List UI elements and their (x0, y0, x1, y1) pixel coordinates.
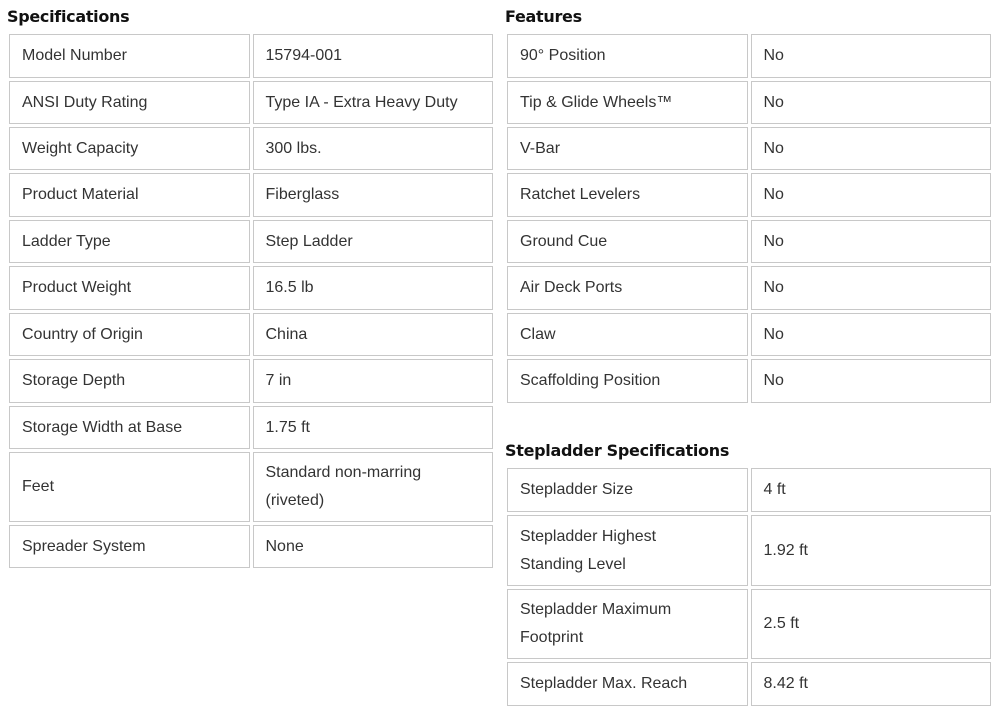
table-row (9, 173, 493, 217)
spec-label: Storage Depth (9, 359, 250, 403)
table-row (9, 34, 493, 78)
table-row (507, 127, 991, 170)
spec-label: Model Number (9, 34, 250, 78)
spec-value: 7 in (253, 359, 494, 403)
table-row (507, 220, 991, 263)
spec-label: Spreader System (9, 525, 250, 568)
spec-value: Standard non-marring (riveted) (253, 452, 494, 522)
stepladder-label: Stepladder Max. Reach (507, 662, 748, 706)
specifications-heading: Specifications (7, 7, 130, 26)
table-row (9, 313, 493, 356)
feature-label: Tip & Glide Wheels™ (507, 81, 748, 124)
table-row (507, 313, 991, 356)
table-row (507, 266, 991, 310)
feature-value: No (751, 266, 992, 310)
table-row (9, 266, 493, 310)
spec-label: Feet (9, 452, 250, 522)
feature-value: No (751, 127, 992, 170)
spec-value: 300 lbs. (253, 127, 494, 170)
table-row (507, 359, 991, 403)
spec-value: 1.75 ft (253, 406, 494, 449)
stepladder-value: 2.5 ft (751, 589, 992, 659)
table-row (9, 81, 493, 124)
table-row (507, 34, 991, 78)
spec-label: Country of Origin (9, 313, 250, 356)
table-row (507, 515, 991, 586)
feature-value: No (751, 173, 992, 217)
feature-value: No (751, 81, 992, 124)
feature-label: Ground Cue (507, 220, 748, 263)
spec-value: Step Ladder (253, 220, 494, 263)
stepladder-label: Stepladder Size (507, 468, 748, 512)
spec-label: Ladder Type (9, 220, 250, 263)
stepladder-value: 8.42 ft (751, 662, 992, 706)
table-row (507, 468, 991, 512)
stepladder-specifications-table (504, 465, 994, 709)
stepladder-label: Stepladder Highest Standing Level (507, 515, 748, 586)
feature-value: No (751, 359, 992, 403)
feature-value: No (751, 34, 992, 78)
stepladder-value: 1.92 ft (751, 515, 992, 586)
spec-label: Product Weight (9, 266, 250, 310)
spec-value: Type IA - Extra Heavy Duty (253, 81, 494, 124)
feature-label: Ratchet Levelers (507, 173, 748, 217)
stepladder-label: Stepladder Maximum Footprint (507, 589, 748, 659)
table-row (9, 525, 493, 568)
spec-label: Product Material (9, 173, 250, 217)
spec-value: None (253, 525, 494, 568)
table-row (9, 452, 493, 522)
spec-value: 16.5 lb (253, 266, 494, 310)
specifications-table (6, 31, 496, 571)
spec-value: Fiberglass (253, 173, 494, 217)
table-row (507, 173, 991, 217)
spec-label: Storage Width at Base (9, 406, 250, 449)
stepladder-value: 4 ft (751, 468, 992, 512)
spec-value: China (253, 313, 494, 356)
spec-value: 15794-001 (253, 34, 494, 78)
feature-value: No (751, 220, 992, 263)
table-row (507, 662, 991, 706)
feature-label: Scaffolding Position (507, 359, 748, 403)
feature-label: V-Bar (507, 127, 748, 170)
spec-label: ANSI Duty Rating (9, 81, 250, 124)
table-row (507, 589, 991, 659)
table-row (9, 127, 493, 170)
feature-value: No (751, 313, 992, 356)
table-row (9, 359, 493, 403)
table-row (507, 81, 991, 124)
spec-label: Weight Capacity (9, 127, 250, 170)
feature-label: Claw (507, 313, 748, 356)
features-table (504, 31, 994, 406)
features-heading: Features (505, 7, 582, 26)
feature-label: 90° Position (507, 34, 748, 78)
stepladder-specifications-heading: Stepladder Specifications (505, 441, 730, 460)
feature-label: Air Deck Ports (507, 266, 748, 310)
table-row (9, 406, 493, 449)
table-row (9, 220, 493, 263)
